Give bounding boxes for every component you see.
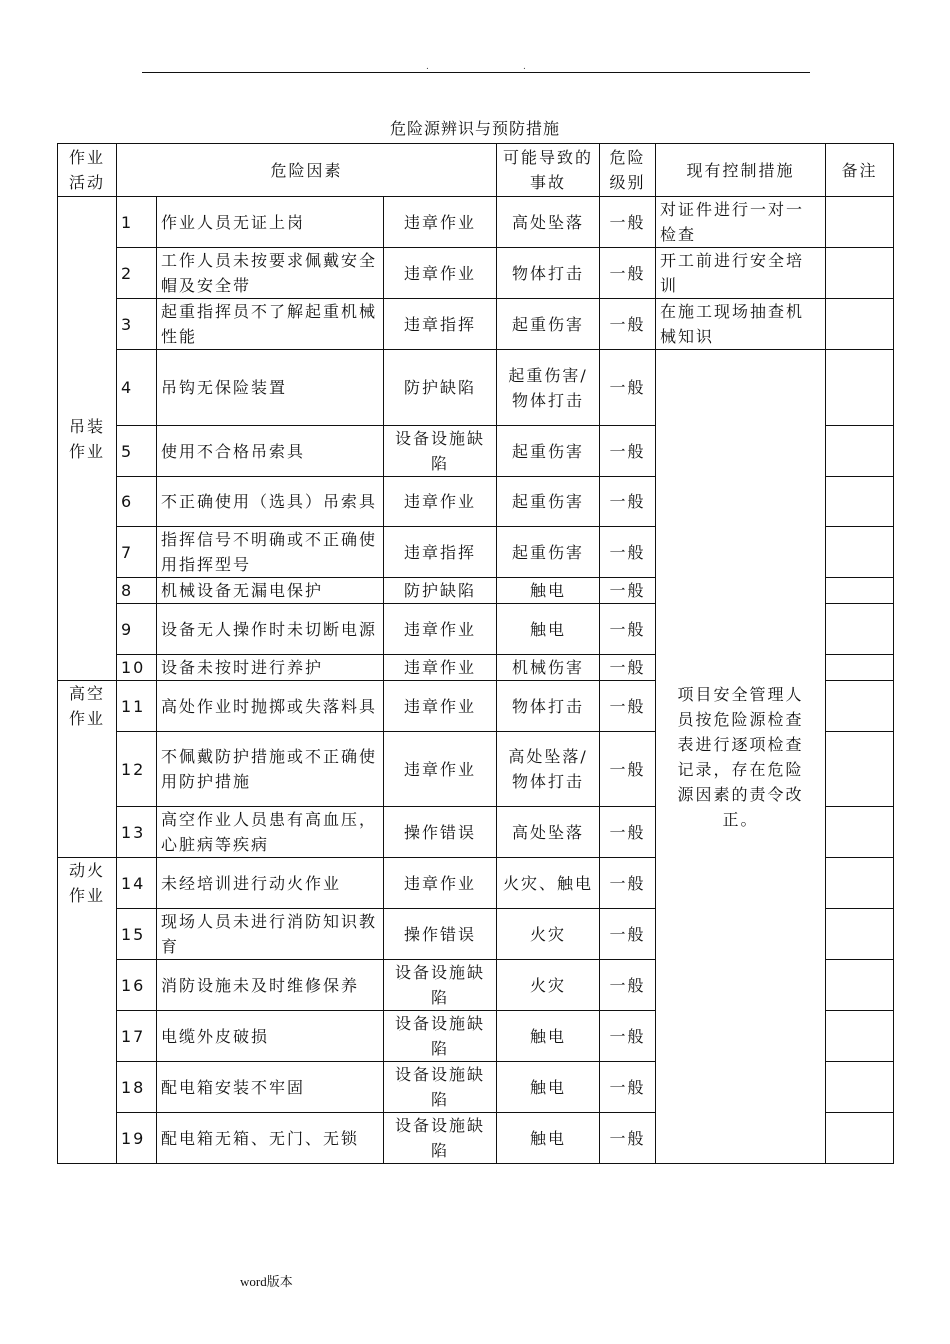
row-number: 1 (117, 197, 157, 248)
possible-accident: 物体打击 (497, 248, 600, 299)
header-activity: 作业活动 (58, 144, 117, 197)
row-number: 3 (117, 299, 157, 350)
row-number: 6 (117, 477, 157, 527)
hazard-category: 违章作业 (384, 248, 497, 299)
remark-cell (826, 604, 894, 655)
hazard-factor: 电缆外皮破损 (157, 1011, 384, 1062)
possible-accident: 起重伤害 (497, 477, 600, 527)
hazard-category: 设备设施缺陷 (384, 1113, 497, 1164)
remark-cell (826, 477, 894, 527)
hazard-factor: 配电箱安装不牢固 (157, 1062, 384, 1113)
hazard-category: 违章作业 (384, 604, 497, 655)
remark-cell (826, 807, 894, 858)
row-number: 14 (117, 858, 157, 909)
hazard-level: 一般 (600, 426, 656, 477)
hazard-level: 一般 (600, 1062, 656, 1113)
hazard-factor: 未经培训进行动火作业 (157, 858, 384, 909)
hazard-level: 一般 (600, 477, 656, 527)
control-measure: 对证件进行一对一检查 (656, 197, 826, 248)
possible-accident: 触电 (497, 1011, 600, 1062)
row-number: 10 (117, 655, 157, 681)
hazard-factor: 设备未按时进行养护 (157, 655, 384, 681)
table-row (58, 197, 894, 248)
control-measure: 在施工现场抽查机械知识 (656, 299, 826, 350)
remark-cell (826, 527, 894, 578)
hazard-level: 一般 (600, 681, 656, 732)
hazard-category: 设备设施缺陷 (384, 1062, 497, 1113)
hazard-level: 一般 (600, 604, 656, 655)
hazard-table (57, 143, 894, 1164)
hazard-level: 一般 (600, 248, 656, 299)
hazard-level: 一般 (600, 960, 656, 1011)
remark-cell (826, 655, 894, 681)
table-row (58, 350, 894, 426)
possible-accident: 高处坠落/物体打击 (497, 732, 600, 807)
hazard-category: 违章作业 (384, 681, 497, 732)
shared-control-measure: 项目安全管理人员按危险源检查表进行逐项检查记录，存在危险源因素的责令改正。 (656, 350, 826, 1164)
hazard-category: 设备设施缺陷 (384, 960, 497, 1011)
remark-cell (826, 909, 894, 960)
hazard-level: 一般 (600, 909, 656, 960)
header-remark: 备注 (826, 144, 894, 197)
header-dot: . (426, 62, 429, 72)
possible-accident: 起重伤害 (497, 299, 600, 350)
row-number: 17 (117, 1011, 157, 1062)
row-number: 12 (117, 732, 157, 807)
possible-accident: 高处坠落 (497, 197, 600, 248)
row-number: 13 (117, 807, 157, 858)
header-rule (142, 72, 810, 73)
activity-cell: 高空作业 (58, 681, 117, 858)
hazard-factor: 机械设备无漏电保护 (157, 578, 384, 604)
hazard-factor: 不佩戴防护措施或不正确使用防护措施 (157, 732, 384, 807)
activity-cell: 吊装作业 (58, 197, 117, 681)
remark-cell (826, 1011, 894, 1062)
control-measure: 开工前进行安全培训 (656, 248, 826, 299)
hazard-factor: 配电箱无箱、无门、无锁 (157, 1113, 384, 1164)
hazard-level: 一般 (600, 299, 656, 350)
possible-accident: 触电 (497, 1062, 600, 1113)
hazard-category: 设备设施缺陷 (384, 426, 497, 477)
hazard-factor: 现场人员未进行消防知识教育 (157, 909, 384, 960)
hazard-level: 一般 (600, 655, 656, 681)
remark-cell (826, 1113, 894, 1164)
hazard-category: 操作错误 (384, 909, 497, 960)
remark-cell (826, 1062, 894, 1113)
hazard-factor: 高空作业人员患有高血压，心脏病等疾病 (157, 807, 384, 858)
hazard-level: 一般 (600, 1113, 656, 1164)
possible-accident: 起重伤害 (497, 527, 600, 578)
hazard-category: 防护缺陷 (384, 578, 497, 604)
possible-accident: 高处坠落 (497, 807, 600, 858)
hazard-factor: 不正确使用（选具）吊索具 (157, 477, 384, 527)
hazard-level: 一般 (600, 807, 656, 858)
hazard-factor: 指挥信号不明确或不正确使用指挥型号 (157, 527, 384, 578)
possible-accident: 触电 (497, 578, 600, 604)
header-factor: 危险因素 (117, 144, 497, 197)
table-row (58, 299, 894, 350)
remark-cell (826, 426, 894, 477)
row-number: 5 (117, 426, 157, 477)
hazard-level: 一般 (600, 1011, 656, 1062)
hazard-level: 一般 (600, 197, 656, 248)
possible-accident: 机械伤害 (497, 655, 600, 681)
remark-cell (826, 858, 894, 909)
hazard-factor: 使用不合格吊索具 (157, 426, 384, 477)
hazard-category: 违章作业 (384, 477, 497, 527)
row-number: 4 (117, 350, 157, 426)
hazard-factor: 工作人员未按要求佩戴安全帽及安全带 (157, 248, 384, 299)
activity-cell: 动火作业 (58, 858, 117, 1164)
possible-accident: 火灾、触电 (497, 858, 600, 909)
hazard-level: 一般 (600, 578, 656, 604)
hazard-category: 违章作业 (384, 197, 497, 248)
hazard-level: 一般 (600, 527, 656, 578)
row-number: 19 (117, 1113, 157, 1164)
hazard-category: 违章指挥 (384, 527, 497, 578)
footer-text: word版本 (240, 1274, 293, 1289)
hazard-level: 一般 (600, 858, 656, 909)
row-number: 11 (117, 681, 157, 732)
hazard-factor: 作业人员无证上岗 (157, 197, 384, 248)
remark-cell (826, 350, 894, 426)
header-accident: 可能导致的事故 (497, 144, 600, 197)
remark-cell (826, 960, 894, 1011)
possible-accident: 起重伤害/物体打击 (497, 350, 600, 426)
hazard-factor: 起重指挥员不了解起重机械性能 (157, 299, 384, 350)
hazard-factor: 消防设施未及时维修保养 (157, 960, 384, 1011)
header-control: 现有控制措施 (656, 144, 826, 197)
remark-cell (826, 299, 894, 350)
header-dot: . (523, 62, 526, 72)
possible-accident: 物体打击 (497, 681, 600, 732)
row-number: 2 (117, 248, 157, 299)
table-row (58, 248, 894, 299)
hazard-category: 设备设施缺陷 (384, 1011, 497, 1062)
row-number: 15 (117, 909, 157, 960)
table-header-row (58, 144, 894, 197)
hazard-category: 违章指挥 (384, 299, 497, 350)
remark-cell (826, 732, 894, 807)
hazard-category: 违章作业 (384, 858, 497, 909)
remark-cell (826, 578, 894, 604)
document-title: 危险源辨识与预防措施 (389, 119, 560, 138)
row-number: 7 (117, 527, 157, 578)
possible-accident: 触电 (497, 1113, 600, 1164)
hazard-category: 违章作业 (384, 655, 497, 681)
row-number: 8 (117, 578, 157, 604)
hazard-factor: 高处作业时抛掷或失落料具 (157, 681, 384, 732)
row-number: 9 (117, 604, 157, 655)
header-level: 危险级别 (600, 144, 656, 197)
remark-cell (826, 197, 894, 248)
row-number: 18 (117, 1062, 157, 1113)
possible-accident: 火灾 (497, 909, 600, 960)
hazard-level: 一般 (600, 732, 656, 807)
hazard-category: 防护缺陷 (384, 350, 497, 426)
remark-cell (826, 248, 894, 299)
hazard-factor: 吊钩无保险装置 (157, 350, 384, 426)
hazard-category: 操作错误 (384, 807, 497, 858)
row-number: 16 (117, 960, 157, 1011)
possible-accident: 起重伤害 (497, 426, 600, 477)
hazard-level: 一般 (600, 350, 656, 426)
hazard-factor: 设备无人操作时未切断电源 (157, 604, 384, 655)
possible-accident: 火灾 (497, 960, 600, 1011)
remark-cell (826, 681, 894, 732)
possible-accident: 触电 (497, 604, 600, 655)
hazard-category: 违章作业 (384, 732, 497, 807)
